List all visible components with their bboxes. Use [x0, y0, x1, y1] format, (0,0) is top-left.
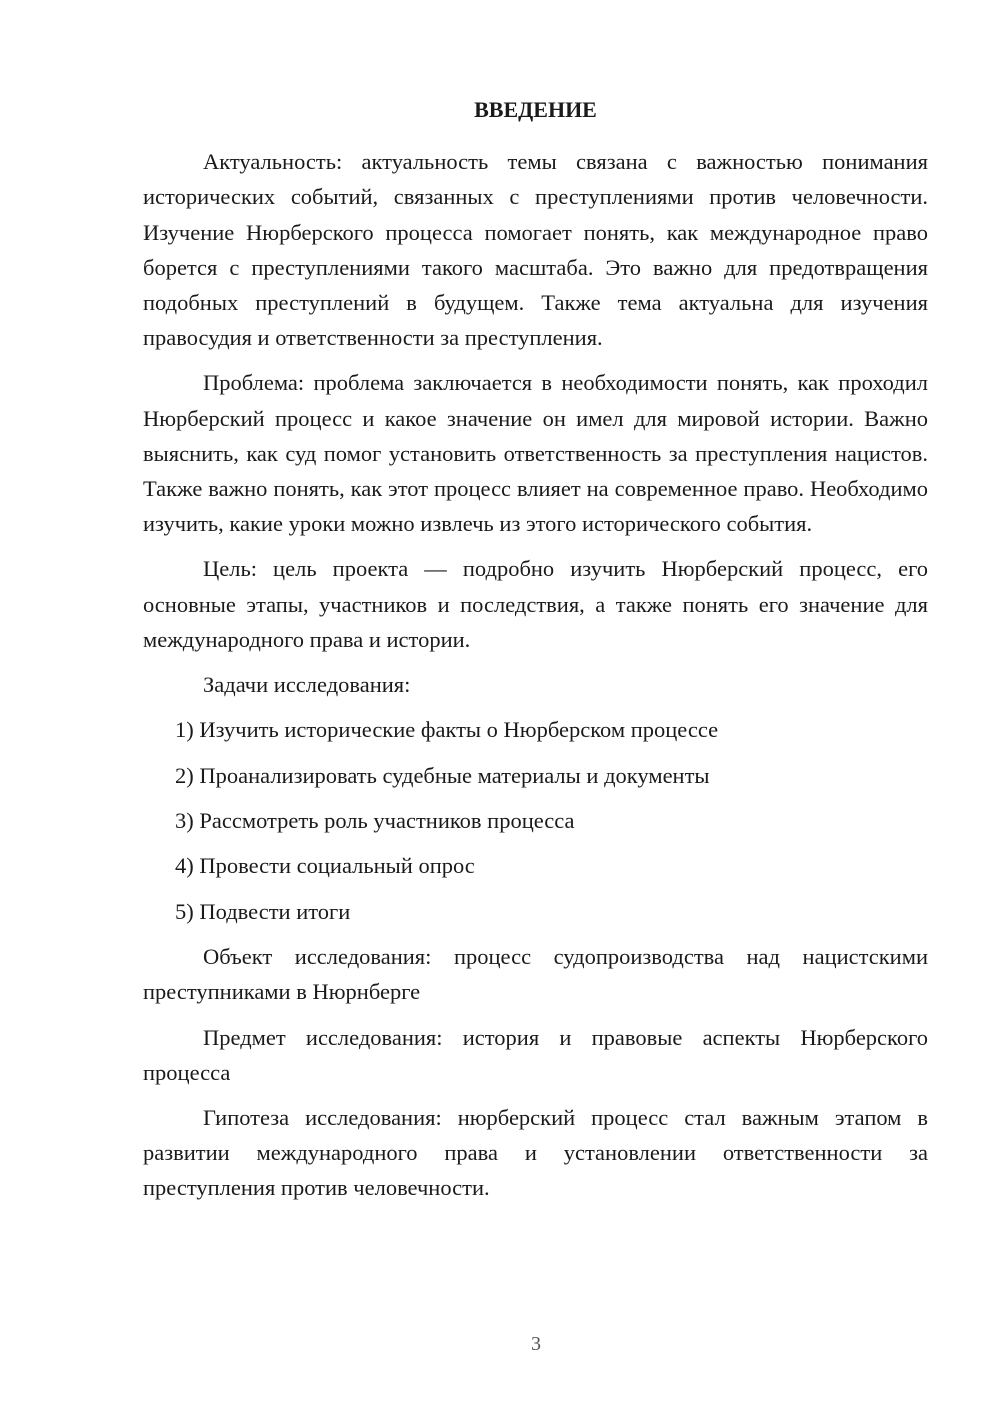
- section-title: ВВЕДЕНИЕ: [474, 97, 597, 122]
- tasks-list: [143, 712, 928, 929]
- list-item: 1) Изучить исторические факты о Нюрберском процессе: [175, 717, 719, 743]
- document-page: [143, 92, 928, 1216]
- paragraph-problem: Проблема: проблема заключается в необходимости понять, как проходил Нюрберский процесс и какое значение он имел для мировой истории. Важно выяснить, как суд помог установить ответственность за преступления нацистов. Также важно понять, как этот процесс влияет на современное право. Необходимо изучить, какие уроки можно извлечь из этого исторического события.: [143, 370, 928, 537]
- list-item: 5) Подвести итоги: [175, 898, 351, 924]
- list-item: 2) Проанализировать судебные материалы и документы: [175, 762, 710, 788]
- paragraph-subject: Предмет исследования: история и правовые аспекты Нюрберского процесса: [143, 1024, 928, 1085]
- list-item: 3) Рассмотреть роль участников процесса: [175, 808, 575, 834]
- paragraph-goal: Цель: цель проекта — подробно изучить Нюрберский процесс, его основные этапы, участников и последствия, а также понять его значение для международного права и истории.: [143, 556, 928, 652]
- paragraph-hypothesis: Гипотеза исследования: нюрберский процесс стал важным этапом в развитии международного права и установлении ответственности за преступления против человечности.: [143, 1105, 928, 1201]
- page-number: 3: [531, 1333, 541, 1355]
- tasks-heading: Задачи исследования:: [203, 672, 411, 698]
- list-item: 4) Провести социальный опрос: [175, 853, 475, 879]
- paragraph-relevance: Актуальность: актуальность темы связана с важностью понимания исторических событий, связанных с преступлениями против человечности. Изучение Нюрберского процесса помогает понять, как международное право борется с преступлениями такого масштаба. Это важно для предотвращения подобных преступлений в будущем. Также тема актуальна для изучения правосудия и ответственности за преступления.: [143, 149, 928, 351]
- paragraph-object: Объект исследования: процесс судопроизводства над нацистскими преступниками в Нюрнберге: [143, 944, 928, 1005]
